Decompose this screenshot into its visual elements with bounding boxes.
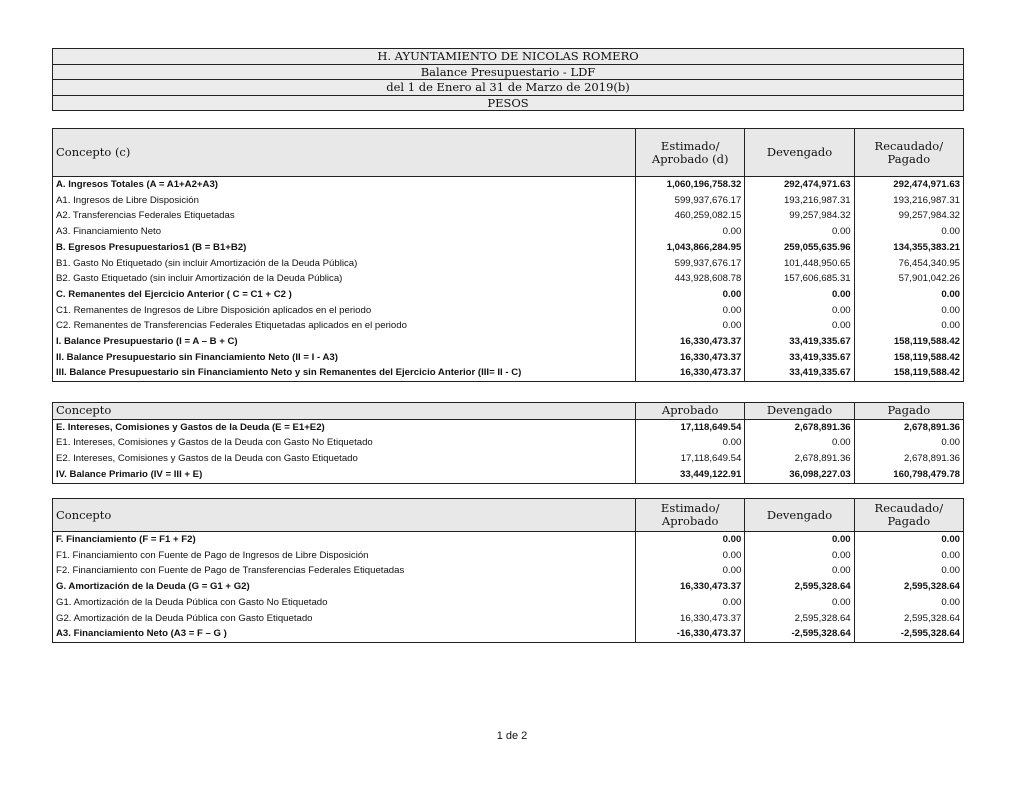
- row-value-2: 0.00: [745, 532, 854, 548]
- col-header-concepto: Concepto (c): [53, 129, 636, 177]
- debt-interest-table: [52, 402, 964, 484]
- row-label: A1. Ingresos de Libre Disposición: [53, 193, 636, 209]
- row-value-2: 0.00: [745, 563, 854, 579]
- row-label: B1. Gasto No Etiquetado (sin incluir Amortización de la Deuda Pública): [53, 256, 636, 272]
- row-value-1: 0.00: [636, 318, 745, 334]
- row-value-2: 0.00: [745, 318, 854, 334]
- row-value-3: 0.00: [854, 303, 963, 319]
- row-value-1: 16,330,473.37: [636, 334, 745, 350]
- row-value-2: 99,257,984.32: [745, 208, 854, 224]
- row-value-1: 599,937,676.17: [636, 256, 745, 272]
- row-value-2: 33,419,335.67: [745, 365, 854, 381]
- col-header-estimado: Estimado/ Aprobado (d): [636, 129, 745, 177]
- row-value-1: 17,118,649.54: [636, 451, 745, 467]
- table-row: [53, 224, 964, 240]
- table-row: [53, 303, 964, 319]
- row-value-3: 99,257,984.32: [854, 208, 963, 224]
- row-value-3: 0.00: [854, 548, 963, 564]
- table-row: [53, 177, 964, 193]
- table-row: [53, 626, 964, 642]
- row-value-2: 2,595,328.64: [745, 611, 854, 627]
- row-value-2: 2,678,891.36: [745, 451, 854, 467]
- table-row: [53, 451, 964, 467]
- row-label: G1. Amortización de la Deuda Pública con Gasto No Etiquetado: [53, 595, 636, 611]
- row-value-3: 193,216,987.31: [854, 193, 963, 209]
- row-value-1: 1,060,196,758.32: [636, 177, 745, 193]
- row-value-1: 0.00: [636, 224, 745, 240]
- row-value-3: 2,595,328.64: [854, 611, 963, 627]
- col-header-pagado: Pagado: [854, 403, 963, 420]
- col-header-devengado: Devengado: [745, 403, 854, 420]
- row-value-3: 0.00: [854, 563, 963, 579]
- row-value-1: 599,937,676.17: [636, 193, 745, 209]
- row-label: B. Egresos Presupuestarios1 (B = B1+B2): [53, 240, 636, 256]
- row-value-2: 0.00: [745, 548, 854, 564]
- row-value-1: 17,118,649.54: [636, 419, 745, 435]
- table-row: [53, 548, 964, 564]
- row-value-3: 0.00: [854, 318, 963, 334]
- row-value-2: 2,678,891.36: [745, 419, 854, 435]
- row-label: E1. Intereses, Comisiones y Gastos de la Deuda con Gasto No Etiquetado: [53, 435, 636, 451]
- row-value-3: 158,119,588.42: [854, 365, 963, 381]
- row-label: IV. Balance Primario (IV = III + E): [53, 467, 636, 483]
- row-label: II. Balance Presupuestario sin Financiamiento Neto (II = I - A3): [53, 350, 636, 366]
- row-label: C1. Remanentes de Ingresos de Libre Disposición aplicados en el periodo: [53, 303, 636, 319]
- entity-name: H. AYUNTAMIENTO DE NICOLAS ROMERO: [53, 49, 963, 65]
- row-value-1: 16,330,473.37: [636, 365, 745, 381]
- table-row: [53, 365, 964, 381]
- table-row: [53, 467, 964, 483]
- row-label: C2. Remanentes de Transferencias Federales Etiquetadas aplicados en el periodo: [53, 318, 636, 334]
- row-label: B2. Gasto Etiquetado (sin incluir Amortización de la Deuda Pública): [53, 271, 636, 287]
- row-value-3: -2,595,328.64: [854, 626, 963, 642]
- row-label: A. Ingresos Totales (A = A1+A2+A3): [53, 177, 636, 193]
- row-value-2: 33,419,335.67: [745, 350, 854, 366]
- row-value-1: 0.00: [636, 532, 745, 548]
- table-row: [53, 271, 964, 287]
- row-value-3: 0.00: [854, 435, 963, 451]
- row-value-1: 1,043,866,284.95: [636, 240, 745, 256]
- row-value-3: 158,119,588.42: [854, 334, 963, 350]
- row-value-3: 0.00: [854, 532, 963, 548]
- row-value-1: 0.00: [636, 595, 745, 611]
- row-value-1: 33,449,122.91: [636, 467, 745, 483]
- row-label: E2. Intereses, Comisiones y Gastos de la Deuda con Gasto Etiquetado: [53, 451, 636, 467]
- row-value-3: 57,901,042.26: [854, 271, 963, 287]
- table-row: [53, 334, 964, 350]
- row-label: III. Balance Presupuestario sin Financiamiento Neto y sin Remanentes del Ejercicio Anterior (III= II - C): [53, 365, 636, 381]
- report-currency: PESOS: [53, 96, 963, 111]
- col-header-devengado: Devengado: [745, 499, 854, 532]
- col-header-concepto: Concepto: [53, 403, 636, 420]
- row-label: G2. Amortización de la Deuda Pública con Gasto Etiquetado: [53, 611, 636, 627]
- table-row: [53, 208, 964, 224]
- table-row: [53, 287, 964, 303]
- table-row: [53, 579, 964, 595]
- row-value-2: 157,606,685.31: [745, 271, 854, 287]
- col-header-devengado: Devengado: [745, 129, 854, 177]
- table-row: [53, 318, 964, 334]
- row-label: F1. Financiamiento con Fuente de Pago de Ingresos de Libre Disposición: [53, 548, 636, 564]
- row-label: E. Intereses, Comisiones y Gastos de la Deuda (E = E1+E2): [53, 419, 636, 435]
- col-header-concepto: Concepto: [53, 499, 636, 532]
- col-header-recaudado: Recaudado/ Pagado: [854, 499, 963, 532]
- row-label: A3. Financiamiento Neto (A3 = F – G ): [53, 626, 636, 642]
- budget-balance-table: [52, 128, 964, 382]
- table-row: [53, 532, 964, 548]
- row-label: I. Balance Presupuestario (I = A – B + C): [53, 334, 636, 350]
- row-value-3: 0.00: [854, 595, 963, 611]
- row-value-3: 134,355,383.21: [854, 240, 963, 256]
- col-header-aprobado: Aprobado: [636, 403, 745, 420]
- row-value-1: 0.00: [636, 303, 745, 319]
- table-row: [53, 419, 964, 435]
- page-number: 1 de 2: [496, 730, 528, 742]
- row-value-3: 160,798,479.78: [854, 467, 963, 483]
- row-value-2: 0.00: [745, 303, 854, 319]
- report-header: [52, 48, 964, 111]
- financing-table: [52, 498, 964, 643]
- row-value-3: 76,454,340.95: [854, 256, 963, 272]
- row-value-1: 443,928,608.78: [636, 271, 745, 287]
- row-value-2: 101,448,950.65: [745, 256, 854, 272]
- row-value-1: 0.00: [636, 435, 745, 451]
- row-label: A2. Transferencias Federales Etiquetadas: [53, 208, 636, 224]
- row-value-3: 0.00: [854, 287, 963, 303]
- table-row: [53, 240, 964, 256]
- row-value-1: 0.00: [636, 287, 745, 303]
- col-header-estimado: Estimado/ Aprobado: [636, 499, 745, 532]
- row-value-1: -16,330,473.37: [636, 626, 745, 642]
- row-value-1: 16,330,473.37: [636, 611, 745, 627]
- table-row: [53, 563, 964, 579]
- row-label: C. Remanentes del Ejercicio Anterior ( C = C1 + C2 ): [53, 287, 636, 303]
- row-value-3: 158,119,588.42: [854, 350, 963, 366]
- col-header-recaudado: Recaudado/ Pagado: [854, 129, 963, 177]
- table-row: [53, 193, 964, 209]
- row-value-2: 36,098,227.03: [745, 467, 854, 483]
- row-value-3: 0.00: [854, 224, 963, 240]
- table-row: [53, 350, 964, 366]
- row-value-2: 193,216,987.31: [745, 193, 854, 209]
- table-row: [53, 256, 964, 272]
- row-value-1: 16,330,473.37: [636, 579, 745, 595]
- row-value-2: 0.00: [745, 595, 854, 611]
- table-row: [53, 611, 964, 627]
- row-value-2: 0.00: [745, 224, 854, 240]
- row-value-2: 2,595,328.64: [745, 579, 854, 595]
- report-period: del 1 de Enero al 31 de Marzo de 2019(b): [53, 80, 963, 96]
- row-value-1: 16,330,473.37: [636, 350, 745, 366]
- row-value-3: 2,595,328.64: [854, 579, 963, 595]
- row-value-2: 0.00: [745, 287, 854, 303]
- row-value-3: 292,474,971.63: [854, 177, 963, 193]
- row-value-1: 460,259,082.15: [636, 208, 745, 224]
- row-value-1: 0.00: [636, 548, 745, 564]
- row-label: A3. Financiamiento Neto: [53, 224, 636, 240]
- row-value-3: 2,678,891.36: [854, 451, 963, 467]
- row-label: G. Amortización de la Deuda (G = G1 + G2): [53, 579, 636, 595]
- row-value-2: 33,419,335.67: [745, 334, 854, 350]
- row-value-2: 292,474,971.63: [745, 177, 854, 193]
- row-label: F2. Financiamiento con Fuente de Pago de Transferencias Federales Etiquetadas: [53, 563, 636, 579]
- row-label: F. Financiamiento (F = F1 + F2): [53, 532, 636, 548]
- report-title: Balance Presupuestario - LDF: [53, 65, 963, 81]
- row-value-3: 2,678,891.36: [854, 419, 963, 435]
- row-value-2: 0.00: [745, 435, 854, 451]
- table-row: [53, 595, 964, 611]
- row-value-2: -2,595,328.64: [745, 626, 854, 642]
- row-value-1: 0.00: [636, 563, 745, 579]
- row-value-2: 259,055,635.96: [745, 240, 854, 256]
- table-row: [53, 435, 964, 451]
